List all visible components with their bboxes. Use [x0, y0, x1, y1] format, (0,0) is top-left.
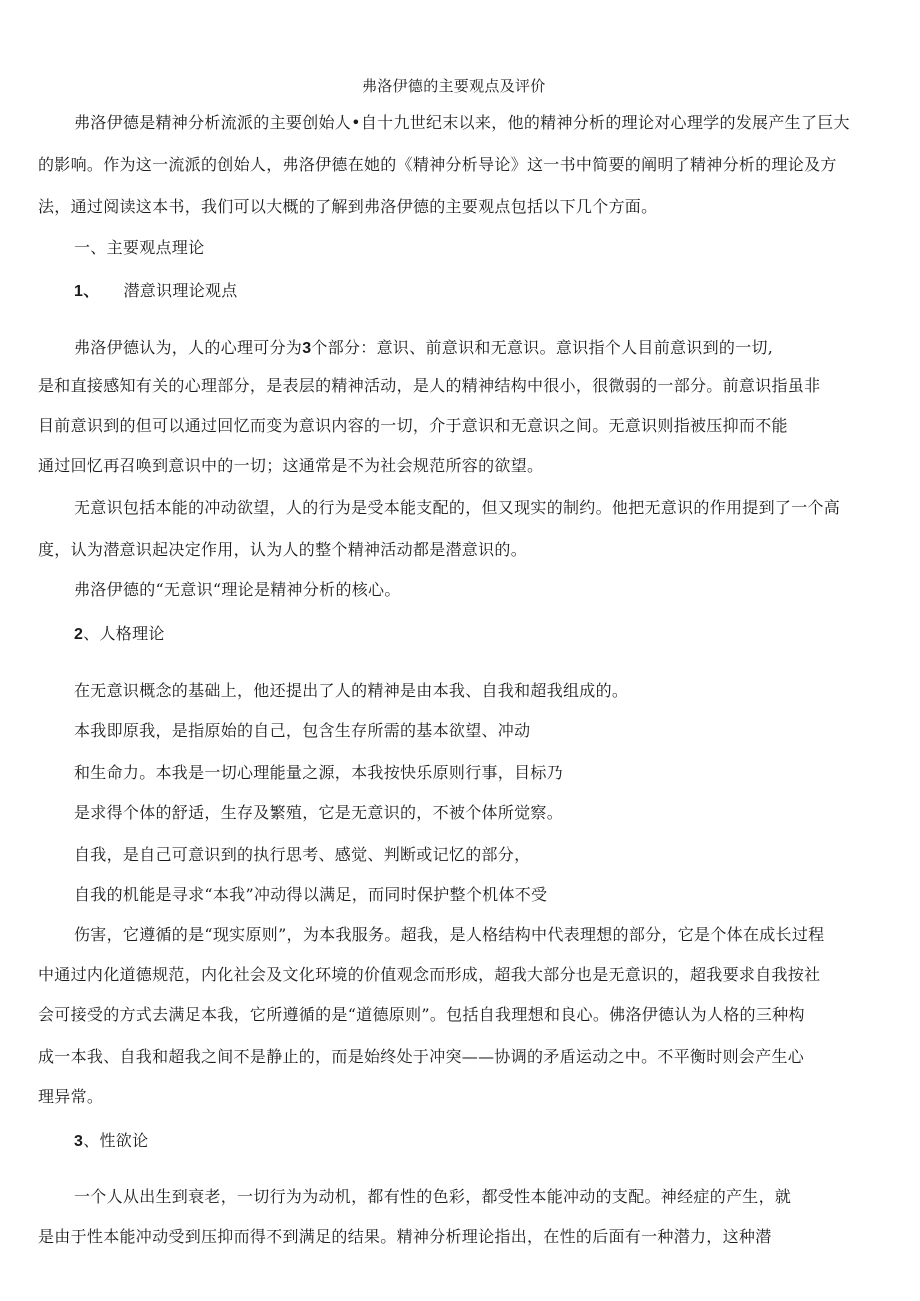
subsection-title: 潜意识理论观点	[123, 281, 238, 300]
paragraph-line: 和生命力。本我是一切心理能量之源，本我按快乐原则行事，目标乃	[74, 763, 564, 782]
subsection-title: 、性欲论	[83, 1131, 149, 1150]
intro-line: 的影响。作为这一流派的创始人，弗洛伊德在她的《精神分析导论》这一书中简要的阐明了精神分析的理论及方	[38, 155, 837, 174]
paragraph-line: 中通过内化道德规范，内化社会及文化环境的价值观念而形成，超我大部分也是无意识的，超我要求自我按社	[38, 965, 821, 984]
subsection-number: 2	[74, 626, 84, 643]
paragraph-line: 自我，是自己可意识到的执行思考、感觉、判断或记忆的部分，	[74, 845, 531, 864]
paragraph-line: 目前意识到的但可以通过回忆而变为意识内容的一切，介于意识和无意识之间。无意识则指被压抑而不能	[38, 416, 788, 435]
subsection-heading-3	[74, 1131, 148, 1152]
text-run: 个部分：意识、前意识和无意识。意识指个人目前意识到的一切,	[311, 338, 774, 357]
paragraph-line: 自我的机能是寻求“本我”冲动得以满足，而同时保护整个机体不受	[74, 885, 548, 904]
section-heading: 一、主要观点理论	[74, 238, 205, 257]
paragraph-line: 理异常。	[38, 1087, 104, 1106]
paragraph-line: 度，认为潜意识起决定作用，认为人的整个精神活动都是潜意识的。	[38, 540, 528, 559]
intro-line: 法，通过阅读这本书，我们可以大概的了解到弗洛伊德的主要观点包括以下几个方面。	[38, 197, 658, 216]
paragraph-line: 会可接受的方式去满足本我，它所遵循的是“道德原则”。包括自我理想和良心。佛洛伊德认为人格的三种构	[38, 1005, 805, 1024]
paragraph-line: 通过回忆再召唤到意识中的一切；这通常是不为社会规范所容的欲望。	[38, 456, 544, 475]
paragraph-line: 一个人从出生到衰老，一切行为为动机，都有性的色彩，都受性本能冲动的支配。神经症的产生，就	[74, 1187, 792, 1206]
subsection-heading-2	[74, 624, 165, 645]
intro-line: 弗洛伊德是精神分析流派的主要创始人•自十九世纪末以来，他的精神分析的理论对心理学的发展产生了巨大	[74, 113, 850, 132]
subsection-title: 、人格理论	[83, 624, 165, 643]
text-run: 弗洛伊德认为，人的心理可分为	[74, 338, 303, 357]
subsection-heading-1	[74, 281, 238, 302]
paragraph-line: 伤害，它遵循的是“现实原则”，为本我服务。超我，是人格结构中代表理想的部分，它是个体在成长过程	[74, 925, 825, 944]
number-run: 3	[302, 340, 312, 357]
doc-title: 弗洛伊德的主要观点及评价	[362, 77, 546, 95]
paragraph-line: 是由于性本能冲动受到压抑而得不到满足的结果。精神分析理论指出，在性的后面有一种潜力，这种潜	[38, 1227, 772, 1246]
paragraph-line: 是求得个体的舒适，生存及繁殖，它是无意识的，不被个体所觉察。	[74, 803, 564, 822]
paragraph-line: 弗洛伊德的“无意识“理论是精神分析的核心。	[74, 580, 401, 599]
paragraph-line: 无意识包括本能的冲动欲望，人的行为是受本能支配的，但又现实的制约。他把无意识的作用提到了一个高	[74, 498, 841, 517]
subsection-number: 1、	[74, 283, 100, 300]
paragraph-line: 在无意识概念的基础上，他还提出了人的精神是由本我、自我和超我组成的。	[74, 681, 629, 700]
subsection-number: 3	[74, 1133, 84, 1150]
paragraph-line: 本我即原我，是指原始的自己，包含生存所需的基本欲望、冲动	[74, 721, 531, 740]
paragraph-line	[74, 338, 773, 359]
paragraph-line: 成一本我、自我和超我之间不是静止的，而是始终处于冲突——协调的矛盾运动之中。不平衡时则会产生心	[38, 1047, 805, 1066]
paragraph-line: 是和直接感知有关的心理部分，是表层的精神活动，是人的精神结构中很小，很微弱的一部分。前意识指虽非	[38, 376, 821, 395]
